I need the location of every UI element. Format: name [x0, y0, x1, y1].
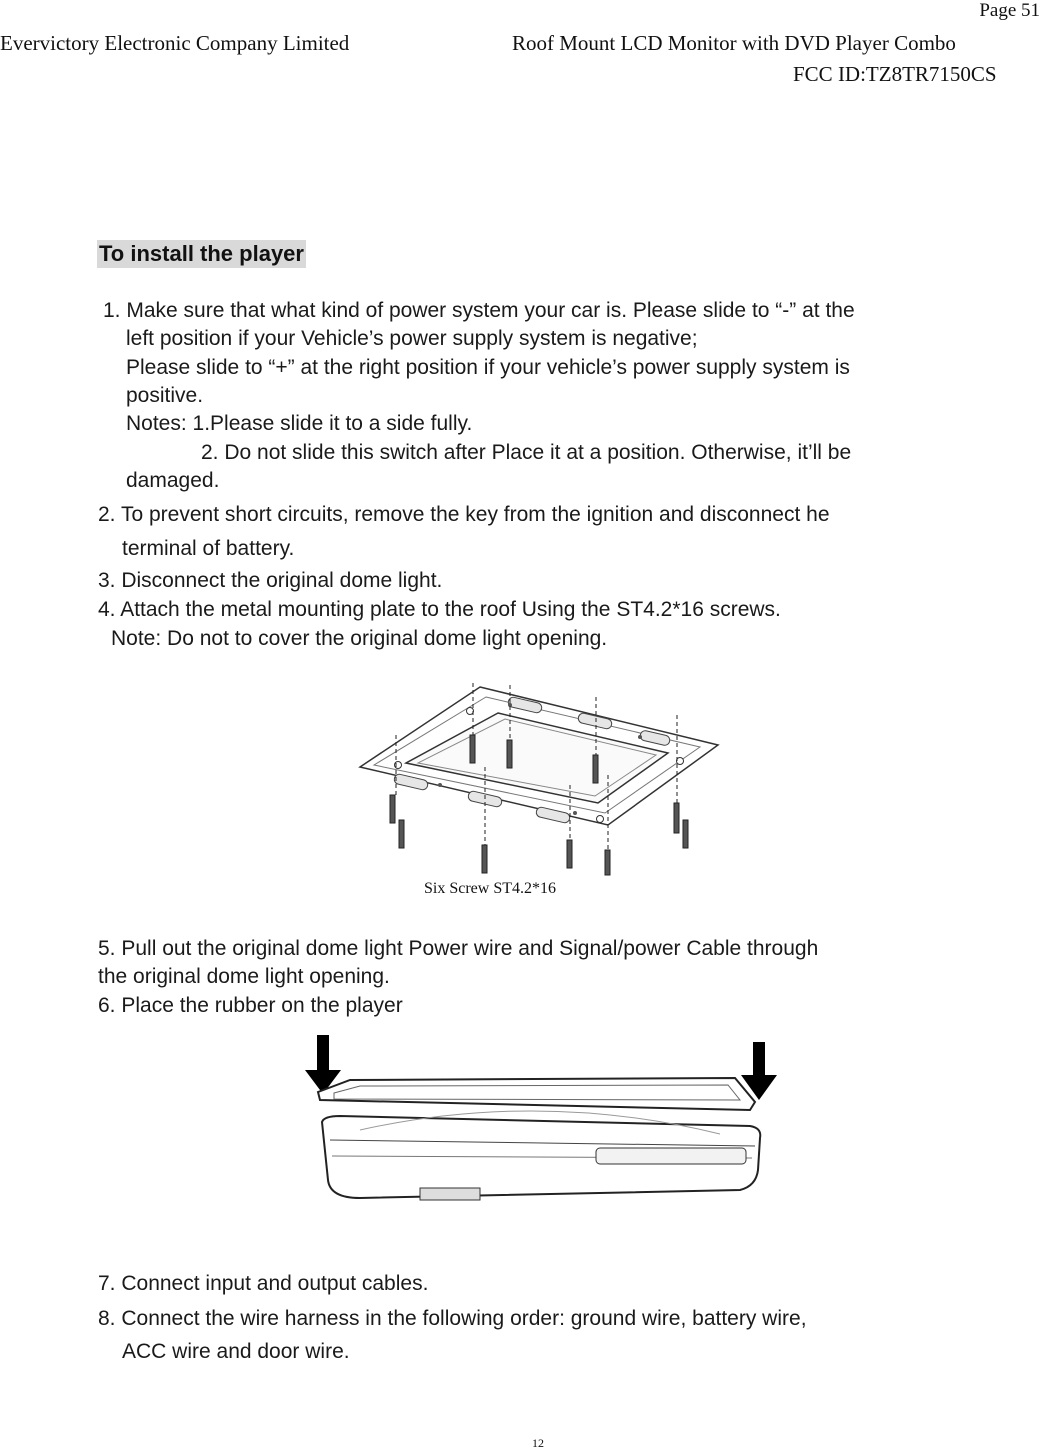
footer-page-number: 12: [532, 1436, 544, 1450]
rubber-ring: [318, 1078, 755, 1110]
step5-line1: 5. Pull out the original dome light Power wire and Signal/power Cable through: [98, 937, 819, 960]
step6-line: 6. Place the rubber on the player: [98, 994, 403, 1017]
step8-line2: ACC wire and door wire.: [122, 1340, 350, 1363]
mounting-plate-figure: [350, 675, 730, 880]
step4-line1: 4. Attach the metal mounting plate to the roof Using the ST4.2*16 screws.: [98, 598, 781, 621]
step8-line1: 8. Connect the wire harness in the following order: ground wire, battery wire,: [98, 1307, 807, 1330]
step4-note: Note: Do not to cover the original dome light opening.: [111, 627, 608, 650]
mounting-plate: [360, 687, 718, 825]
step3-line: 3. Disconnect the original dome light.: [98, 569, 443, 592]
step1-line3: Please slide to “+” at the right position if your vehicle’s power supply system is: [126, 356, 850, 379]
page-number-label: Page 51: [979, 0, 1040, 21]
section-heading: To install the player: [99, 241, 304, 266]
step7-line: 7. Connect input and output cables.: [98, 1272, 429, 1295]
step1-note2: 2. Do not slide this switch after Place it at a position. Otherwise, it’ll be: [201, 441, 852, 464]
player-rubber-figure: [300, 1030, 780, 1210]
step5-line2: the original dome light opening.: [98, 965, 390, 988]
step1-line1: 1. Make sure that what kind of power system your car is. Please slide to “-” at the: [103, 299, 855, 322]
step1-note1: Notes: 1.Please slide it to a side fully.: [126, 412, 473, 435]
player-body: [322, 1111, 760, 1200]
product-name: Roof Mount LCD Monitor with DVD Player Combo: [512, 31, 956, 55]
step1-line7: damaged.: [126, 469, 220, 492]
figure1-caption: Six Screw ST4.2*16: [424, 880, 556, 897]
company-name: Evervictory Electronic Company Limited: [0, 31, 350, 55]
step2-line1: 2. To prevent short circuits, remove the key from the ignition and disconnect he: [98, 503, 830, 526]
step1-line4: positive.: [126, 384, 204, 407]
step1-line2: left position if your Vehicle’s power supply system is negative;: [126, 327, 698, 350]
fcc-id: FCC ID:TZ8TR7150CS: [793, 62, 997, 86]
step2-line2: terminal of battery.: [122, 537, 295, 560]
